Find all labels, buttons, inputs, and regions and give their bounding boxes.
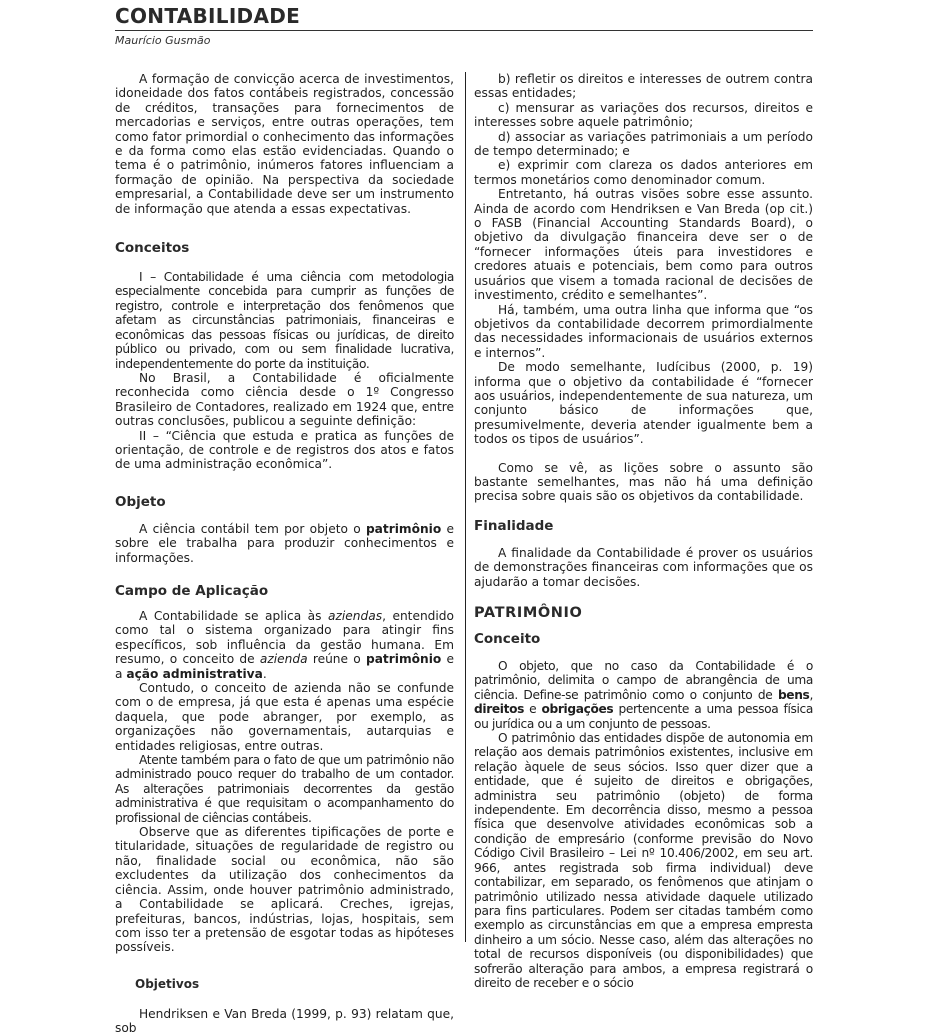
header-divider [115,30,813,31]
paragraph-ha-tambem: Há, também, uma outra linha que informa que “os objetivos da contabilidade decorrem primordialmente das necessidades informacionais de usuários externos e internos”. [474,302,813,360]
campo-paragraph-3: Atente também para o fato de que um patrimônio não administrado pouco requer do trabalho de um contador. As alterações patrimoniais decorrentes da gestão administrativa é que requisitam o acompanhamento do profissional de ciências contábeis. [115,753,454,825]
objeto-paragraph: A ciência contábil tem por objeto o patrimônio e sobre ele trabalha para produzir conhecimentos e informações. [115,521,455,565]
section-heading-conceito: Conceito [474,631,541,647]
conceitos-paragraph-2: No Brasil, a Contabilidade é oficialmente reconhecida como ciência desde o 1º Congresso Brasileiro de Contadores, realizado em 1924 que, entre outras conclusões, publicou a seguinte definição: [115,370,454,429]
list-item-b: b) refletir os direitos e interesses de outrem contra essas entidades; [474,72,813,101]
campo-paragraph-4: Observe que as diferentes tipificações de porte e titularidade, situações de regularidade de registro ou não, finalidade social ou econômica, não são excludentes da utilização dos conhecimentos da ciência. Assim, onde houver patrimônio administrado, a Contabilidade se aplicará. Creches, igrejas, prefeituras, bancos, indústrias, lojas, hospitais, sem com isso ter a pretensão de esgotar todas as hipóteses possíveis. [115,825,454,955]
subheading-objetivos: Objetivos [135,976,200,991]
list-item-e: e) exprimir com clareza os dados anteriores em termos monetários como denominador comum. [474,158,813,187]
finalidade-paragraph: A finalidade da Contabilidade é prover os usuários de demonstrações financeiras com informações que os ajudarão a tomar decisões. [474,545,813,589]
conceitos-definition-1: I – Contabilidade é uma ciência com metodologia especialmente concebida para cumprir as funções de registro, controle e interpretação dos fenômenos que afetam as circunstâncias patrimoniais, financeiras e econômicas das pessoas físicas ou jurídicas, de direito público ou privado, com ou sem finalidade lucrativa, independentemente do porte da instituição. [115,270,454,371]
list-item-c: c) mensurar as variações dos recursos, direitos e interesses sobre aquele patrimônio; [474,100,813,130]
section-heading-conceitos: Conceitos [115,240,190,257]
section-heading-objeto: Objeto [115,493,166,510]
intro-paragraph: A formação de convicção acerca de investimentos, idoneidade dos fatos contábeis registrados, concessão de créditos, transações para fornecimentos de mercadorias e serviços, entre outras operações, tem como fator primordial o conhecimento das informações e da forma como elas estão evidenciadas. Quando o tema é o patrimônio, inúmeros fatores influenciam a formação de opinião. Na perspectiva da sociedade empresarial, a Contabilidade deve ser um instrumento de informação que atenda a essas expectativas. [115,72,454,216]
campo-paragraph-1: A Contabilidade se aplica às aziendas, entendido como tal o sistema organizado para atingir fins específicos, sob influência da gestão humana. Em resumo, o conceito de azienda reúne o patrimônio e a ação administrativa. [115,608,454,681]
right-column [474,72,813,990]
campo-paragraph-2: Contudo, o conceito de azienda não se confunde com o de empresa, já que esta é apenas uma espécie daquela, que pode abranger, por exemplo, as organizações não governamentais, autarquias e entidades religiosas, entre outras. [115,681,454,753]
running-header-title: CONTABILIDADE [115,4,301,28]
chapter-heading-patrimonio: PATRIMÔNIO [474,605,583,621]
section-heading-finalidade: Finalidade [474,517,554,534]
paragraph-como-se-ve: Como se vê, as lições sobre o assunto são bastante semelhantes, mas não há uma definição precisa sobre quais são os objetivos da contabilidade. [474,460,813,504]
left-column [115,72,454,1036]
conceitos-definition-2: II – “Ciência que estuda e pratica as funções de orientação, de controle e de registros dos atos e fatos de uma administração econômica”. [115,428,454,472]
section-heading-campo-de-aplicacao: Campo de Aplicação [115,582,269,599]
list-item-d: d) associar as variações patrimoniais a um período de tempo determinado; e [474,129,813,159]
column-divider [465,72,466,942]
author-name: Maurício Gusmão [115,34,211,47]
paragraph-iudicibus: De modo semelhante, Iudícibus (2000, p. 19) informa que o objetivo da contabilidade é “fornecer aos usuários, independentemente de sua natureza, um conjunto básico de informações que, presumivelmente, deveria atender igualmente bem a todos os tipos de usuários”. [474,360,813,447]
objetivos-paragraph: Hendriksen e Van Breda (1999, p. 93) relatam que, sob [115,1006,454,1036]
conceito-paragraph-2: O patrimônio das entidades dispõe de autonomia em relação aos demais patrimônios existentes, inclusive em relação àquele de seus sócios. Isso quer dizer que a entidade, que é sujeito de direitos e obrigações, administra seu patrimônio (objeto) de forma independente. Em decorrência disso, mesmo a pessoa física que desenvolve atividades econômicas sob a condição de empresário (conforme previsão do Novo Código Civil Brasileiro – Lei nº 10.406/2002, em seu art. 966, antes registrada sob firma individual) deve contabilizar, em separado, os fenômenos que atinjam o patrimônio utilizado nessa atividade daquele utilizado para fins particulares. Podem ser citadas também como exemplo as circunstâncias em que a empresa empresta dinheiro a um sócio. Nesse caso, além das alterações no total de recursos disponíveis (ou disponibilidades) que sofrerão alteração para ambos, a empresa registrará o direito de receber e o sócio [474,731,813,990]
conceito-paragraph-1: O objeto, que no caso da Contabilidade é o patrimônio, delimita o campo de abrangência de uma ciência. Define-se patrimônio como o conjunto de bens, direitos e obrigações pertencente a uma pessoa física ou jurídica ou a um conjunto de pessoas. [474,659,813,731]
paragraph-entretanto: Entretanto, há outras visões sobre esse assunto. Ainda de acordo com Hendriksen e Van Breda (op cit.) o FASB (Financial Accounting Standards Board), o objetivo da divulgação financeira deve ser o de “fornecer informações úteis para investidores e credores atuais e potenciais, bem como para outros usuários que visem a tomada racional de decisões de investimento, crédito e semelhantes”. [474,187,813,303]
